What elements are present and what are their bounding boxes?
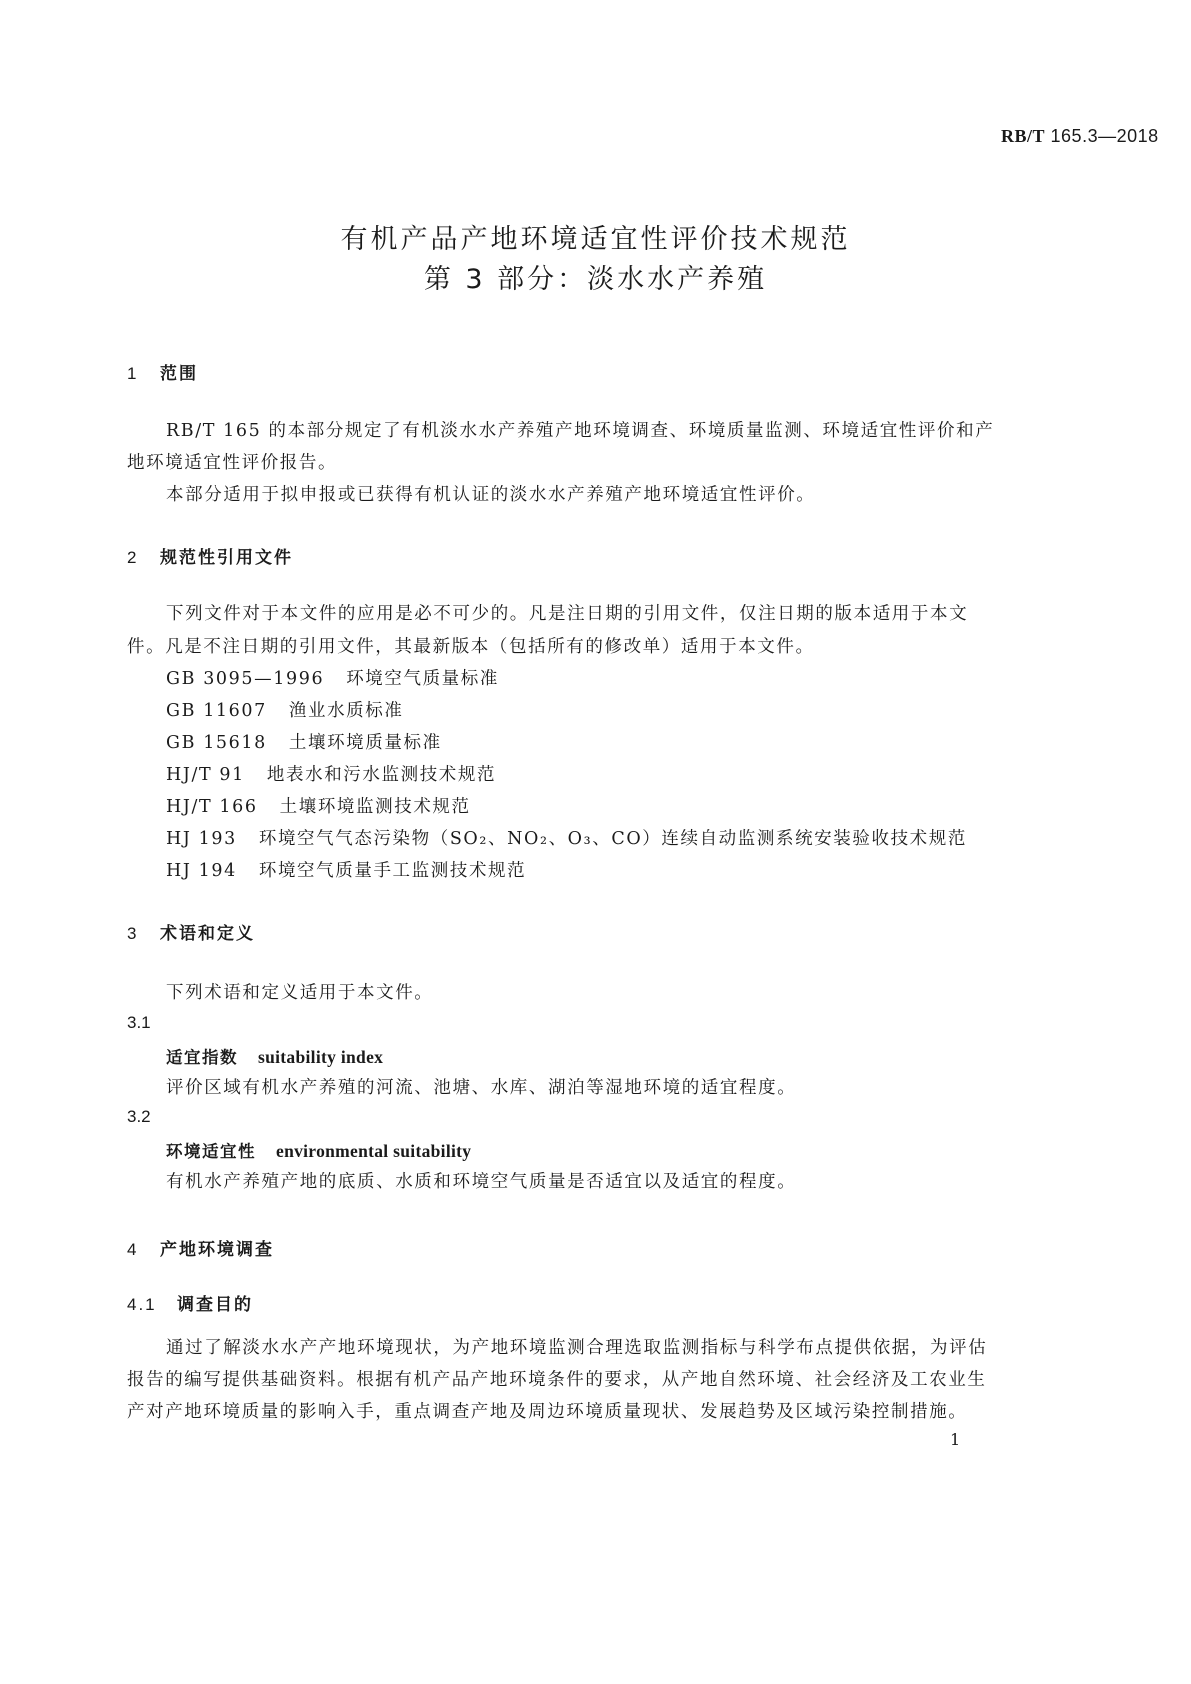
reference-item: GB 3095—1996 环境空气质量标准: [166, 669, 499, 689]
doc-title-line1: 有机产品产地环境适宜性评价技术规范: [340, 224, 851, 255]
doc-title-line2: 第 3 部分：淡水水产养殖: [423, 264, 768, 295]
section-1-heading: 1 范围: [127, 364, 198, 384]
standard-number: [1001, 126, 1159, 147]
section-4-1-line3: 产对产地环境质量的影响入手，重点调查产地及周边环境质量现状、发展趋势及区域污染控制措施。: [127, 1402, 968, 1422]
term-number: 3.2: [127, 1107, 151, 1126]
term-heading: 适宜指数 suitability index: [166, 1047, 384, 1067]
section-4-1-heading: 4.1 调查目的: [127, 1295, 253, 1315]
standard-prefix: RB/T: [1001, 126, 1046, 146]
term-definition: 有机水产养殖产地的底质、水质和环境空气质量是否适宜以及适宜的程度。: [166, 1172, 797, 1192]
standard-code: 165.3—2018: [1050, 126, 1159, 146]
term-number: 3.1: [127, 1013, 151, 1032]
reference-item: HJ 194 环境空气质量手工监测技术规范: [166, 861, 527, 881]
section-4-heading: 4 产地环境调查: [127, 1240, 274, 1260]
section-1-p2: 本部分适用于拟申报或已获得有机认证的淡水水产养殖产地环境适宜性评价。: [166, 485, 816, 505]
section-2-p1-line1: 下列文件对于本文件的应用是必不可少的。凡是注日期的引用文件，仅注日期的版本适用于本文: [166, 604, 969, 624]
section-3-intro: 下列术语和定义适用于本文件。: [166, 983, 434, 1003]
reference-item: HJ/T 91 地表水和污水监测技术规范: [166, 765, 497, 785]
term-definition: 评价区域有机水产养殖的河流、池塘、水库、湖泊等湿地环境的适宜程度。: [166, 1078, 797, 1098]
reference-item: GB 15618 土壤环境质量标准: [166, 733, 442, 753]
section-1-p1-line2: 地环境适宜性评价报告。: [127, 453, 338, 473]
page-number: 1: [950, 1430, 961, 1449]
section-4-1-line2: 报告的编写提供基础资料。根据有机产品产地环境条件的要求，从产地自然环境、社会经济及工农业生: [127, 1370, 987, 1390]
section-2-heading: 2 规范性引用文件: [127, 548, 293, 568]
section-1-p1-line1: RB/T 165 的本部分规定了有机淡水水产养殖产地环境调查、环境质量监测、环境适宜性评价和产: [166, 421, 995, 441]
term-heading: 环境适宜性 environmental suitability: [166, 1141, 472, 1161]
section-2-p1-line2: 件。凡是不注日期的引用文件，其最新版本（包括所有的修改单）适用于本文件。: [127, 637, 815, 657]
reference-item: GB 11607 渔业水质标准: [166, 701, 404, 721]
section-3-heading: 3 术语和定义: [127, 924, 255, 944]
reference-item: HJ 193 环境空气气态污染物（SO₂、NO₂、O₃、CO）连续自动监测系统安装验收技术规范: [166, 829, 967, 849]
reference-item: HJ/T 166 土壤环境监测技术规范: [166, 797, 471, 817]
section-4-1-line1: 通过了解淡水水产产地环境现状，为产地环境监测合理选取监测指标与科学布点提供依据，为评估: [166, 1338, 988, 1358]
